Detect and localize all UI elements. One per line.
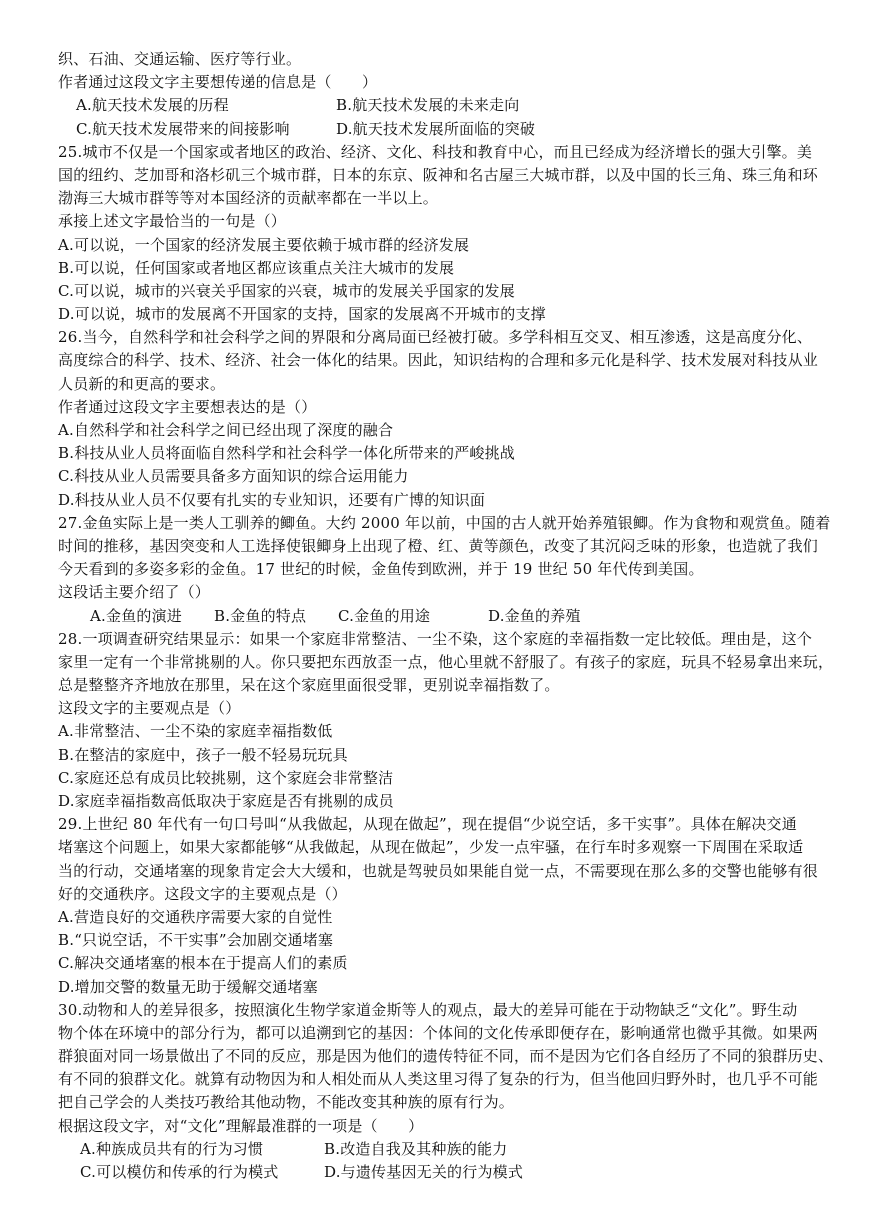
question-28-text: 家里一定有一个非常挑剔的人。你只要把东西放歪一点，他心里就不舒服了。有孩子的家庭，玩具不轻易拿出来玩，: [58, 652, 834, 671]
question-28-prompt: 这段文字的主要观点是（）: [58, 699, 241, 718]
option-a: A.自然科学和社会科学之间已经出现了深度的融合: [58, 421, 394, 439]
question-26-prompt: 作者通过这段文字主要想表达的是（）: [58, 397, 317, 416]
option-c: C.解决交通堵塞的根本在于提高人们的素质: [58, 954, 348, 973]
option-b: B.可以说，任何国家或者地区都应该重点关注大城市的发展: [58, 258, 455, 277]
question-30-options-row-1: [58, 1138, 838, 1161]
option-a: A.营造良好的交通秩序需要大家的自觉性: [58, 907, 333, 926]
option-a: A.金鱼的演进: [90, 606, 183, 625]
option-b: B.金鱼的特点: [214, 606, 307, 625]
option-c: C.可以说，城市的兴衰关乎国家的兴衰，城市的发展关乎国家的发展: [58, 281, 515, 300]
option-d: D.与遗传基因无关的行为模式: [324, 1163, 524, 1181]
option-d: D.航天技术发展所面临的突破: [336, 119, 536, 138]
question-25-text: 渤海三大城市群等等对本国经济的贡献率都在一半以上。: [58, 189, 439, 208]
question-30-options-row-2: [58, 1161, 838, 1184]
question-27-text: 27.金鱼实际上是一类人工驯养的鲫鱼。大约 2000 年以前，中国的古人就开始养殖银鲫。作为食物和观赏鱼。随着: [58, 513, 831, 532]
document-body: [58, 48, 838, 1184]
option-c: C.家庭还总有成员比较挑剔，这个家庭会非常整洁: [58, 768, 394, 787]
question-25-text: 25.城市不仅是一个国家或者地区的政治、经济、文化、科技和教育中心，而且已经成为经济增长的强大引擎。美: [58, 142, 813, 161]
option-a: A.种族成员共有的行为习惯: [80, 1139, 264, 1158]
option-b: B.科技从业人员将面临自然科学和社会科学一体化所带来的严峻挑战: [58, 444, 515, 463]
option-a: A.可以说，一个国家的经济发展主要依赖于城市群的经济发展: [58, 235, 470, 254]
question-28-text: 总是整整齐齐地放在那里，呆在这个家庭里面很受罪，更别说幸福指数了。: [58, 676, 560, 695]
question-27-options: [58, 605, 838, 628]
question-30-text: 群狼面对同一场景做出了不同的反应，那是因为他们的遗传特征不同，而不是因为它们各自经历了不同的狼群历史、: [58, 1047, 834, 1066]
question-26-text: 26.当今，自然科学和社会科学之间的界限和分离局面已经被打破。多学科相互交叉、相互渗透，这是高度分化、: [58, 328, 813, 347]
option-b: B.航天技术发展的未来走向: [336, 96, 520, 115]
option-a: A.非常整洁、一尘不染的家庭幸福指数低: [58, 722, 333, 741]
text-line: 织、石油、交通运输、医疗等行业。: [58, 50, 302, 68]
question-24-options-row-1: [58, 94, 838, 117]
option-b: B.在整洁的家庭中，孩子一般不轻易玩玩具: [58, 745, 348, 764]
question-24-options-row-2: [58, 118, 838, 141]
option-d: D.金鱼的养殖: [488, 606, 581, 625]
question-25-text: 国的纽约、芝加哥和洛杉矶三个城市群，日本的东京、阪神和名古屋三大城市群，以及中国的长三角、珠三角和环: [58, 165, 819, 184]
option-c: C.可以模仿和传承的行为模式: [80, 1163, 279, 1181]
option-a: A.航天技术发展的历程: [76, 96, 229, 115]
option-b: B.“只说空话，不干实事”会加剧交通堵塞: [58, 931, 334, 950]
option-d: D.科技从业人员不仅要有扎实的专业知识，还要有广博的知识面: [58, 490, 486, 509]
option-c: C.金鱼的用途: [338, 606, 431, 625]
question-29-text: 29.上世纪 80 年代有一句口号叫“从我做起，从现在做起”，现在提倡“少说空话，多干实事”。具体在解决交通: [58, 815, 797, 834]
option-c: C.航天技术发展带来的间接影响: [76, 119, 290, 138]
option-d: D.增加交警的数量无助于缓解交通堵塞: [58, 977, 318, 996]
question-27-prompt: 这段话主要介绍了（）: [58, 583, 211, 602]
question-30-text: 物个体在环境中的部分行为，都可以追溯到它的基因：个体间的文化传承即便存在，影响通常也微乎其微。如果两: [58, 1023, 819, 1042]
question-29-text: 当的行动，交通堵塞的现象肯定会大大缓和，也就是驾驶员如果能自觉一点，不需要现在那么多的交警也能够有很: [58, 861, 819, 880]
question-25-prompt: 承接上述文字最恰当的一句是（）: [58, 212, 287, 231]
question-26-text: 人员新的和更高的要求。: [58, 374, 226, 393]
question-30-text: 把自己学会的人类技巧教给其他动物，不能改变其种族的原有行为。: [58, 1093, 515, 1112]
option-c: C.科技从业人员需要具备多方面知识的综合运用能力: [58, 467, 409, 486]
question-24-prompt: 作者通过这段文字主要想传递的信息是（ ）: [58, 73, 378, 92]
option-b: B.改造自我及其种族的能力: [324, 1139, 508, 1158]
question-30-text: 30.动物和人的差异很多，按照演化生物学家道金斯等人的观点，最大的差异可能在于动物缺乏“文化”。野生动: [58, 1000, 798, 1019]
question-29-prompt: 好的交通秩序。这段文字的主要观点是（）: [58, 884, 347, 903]
option-d: D.家庭幸福指数高低取决于家庭是否有挑剔的成员: [58, 792, 394, 810]
question-27-text: 时间的推移，基因突变和人工选择使银鲫身上出现了橙、红、黄等颜色，改变了其沉闷乏味的形象，也造就了我们: [58, 536, 819, 555]
option-d: D.可以说，城市的发展离不开国家的支持，国家的发展离不开城市的支撑: [58, 305, 546, 324]
question-29-text: 堵塞这个问题上，如果大家都能够“从我做起，从现在做起”，少发一点牢骚，在行车时多观察一下周围在采取适: [58, 838, 804, 857]
question-30-text: 有不同的狼群文化。就算有动物因为和人相处而从人类这里习得了复杂的行为，但当他回归野外时，也几乎不可能: [58, 1070, 819, 1089]
question-27-text: 今天看到的多姿多彩的金鱼。17 世纪的时候，金鱼传到欧洲，并于 19 世纪 50 年代传到美国。: [58, 560, 704, 579]
question-30-prompt: 根据这段文字，对“文化”理解最准群的一项是（ ）: [58, 1116, 424, 1135]
question-28-text: 28.一项调查研究结果显示：如果一个家庭非常整洁、一尘不染，这个家庭的幸福指数一定比较低。理由是，这个: [58, 629, 813, 648]
question-26-text: 高度综合的科学、技术、经济、社会一体化的结果。因此，知识结构的合理和多元化是科学、技术发展对科技从业: [58, 351, 819, 370]
